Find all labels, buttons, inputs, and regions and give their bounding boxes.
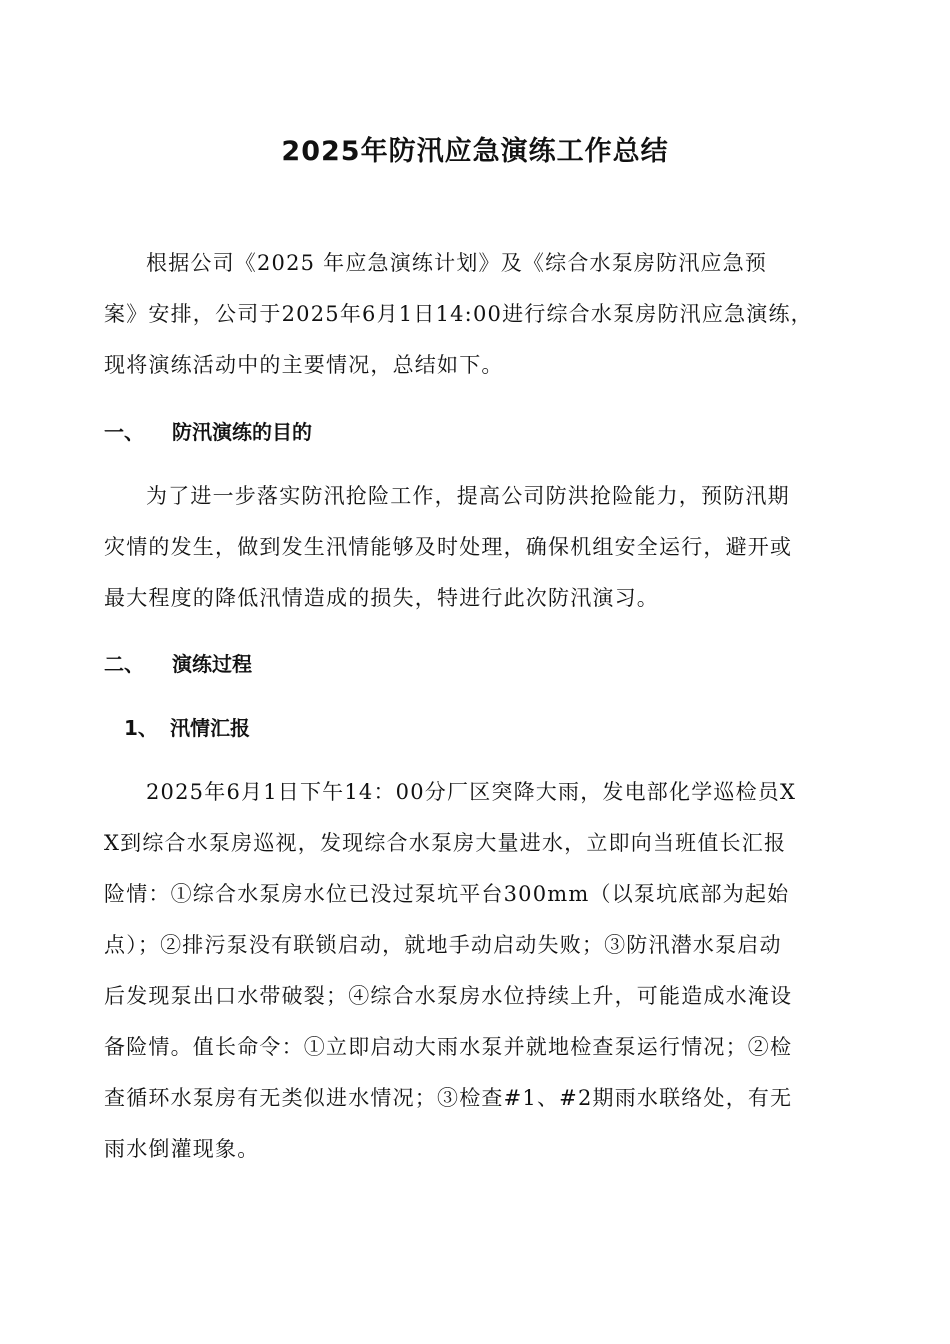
subsection-1-paragraph xyxy=(104,767,852,1175)
subsection-1-line: 点）；②排污泵没有联锁启动，就地手动启动失败；③防汛潜水泵启动 xyxy=(104,933,782,957)
subsection-1-line: 2025年6月1日下午14：00分厂区突降大雨，发电部化学巡检员X xyxy=(146,780,797,804)
subsection-1-line: 后发现泵出口水带破裂；④综合水泵房水位持续上升，可能造成水淹设 xyxy=(104,984,793,1008)
subsection-1-line: 雨水倒灌现象。 xyxy=(104,1137,260,1161)
section-1-line: 最大程度的降低汛情造成的损失，特进行此次防汛演习。 xyxy=(104,586,659,610)
intro-line: 现将演练活动中的主要情况，总结如下。 xyxy=(104,353,504,377)
subsection-1-number: 1、 xyxy=(124,716,158,740)
subsection-1-line: 险情：①综合水泵房水位已没过泵坑平台300mm（以泵坑底部为起始 xyxy=(104,882,790,906)
section-2-number: 二、 xyxy=(104,652,144,676)
subsection-1-heading xyxy=(124,712,250,744)
section-2-title: 演练过程 xyxy=(172,652,252,676)
section-1-line: 灾情的发生，做到发生汛情能够及时处理，确保机组安全运行，避开或 xyxy=(104,535,793,559)
section-1-line: 为了进一步落实防汛抢险工作，提高公司防洪抢险能力，预防汛期 xyxy=(146,484,790,508)
section-2-heading xyxy=(104,648,252,680)
intro-paragraph xyxy=(104,238,852,391)
intro-line: 案》安排，公司于2025年6月1日14:00进行综合水泵房防汛应急演练， xyxy=(104,302,813,326)
subsection-1-line: 查循环水泵房有无类似进水情况；③检查#1、#2期雨水联络处，有无 xyxy=(104,1086,793,1110)
section-1-paragraph xyxy=(104,471,852,624)
subsection-1-title: 汛情汇报 xyxy=(170,716,250,740)
section-1-heading xyxy=(104,416,312,448)
document-title: 2025年防汛应急演练工作总结 xyxy=(281,136,669,167)
subsection-1-line: 备险情。值长命令：①立即启动大雨水泵并就地检查泵运行情况；②检 xyxy=(104,1035,793,1059)
subsection-1-line: X到综合水泵房巡视，发现综合水泵房大量进水，立即向当班值长汇报 xyxy=(104,831,787,855)
section-1-title: 防汛演练的目的 xyxy=(172,420,312,444)
section-1-number: 一、 xyxy=(104,420,144,444)
intro-line: 根据公司《2025 年应急演练计划》及《综合水泵房防汛应急预 xyxy=(146,251,768,275)
